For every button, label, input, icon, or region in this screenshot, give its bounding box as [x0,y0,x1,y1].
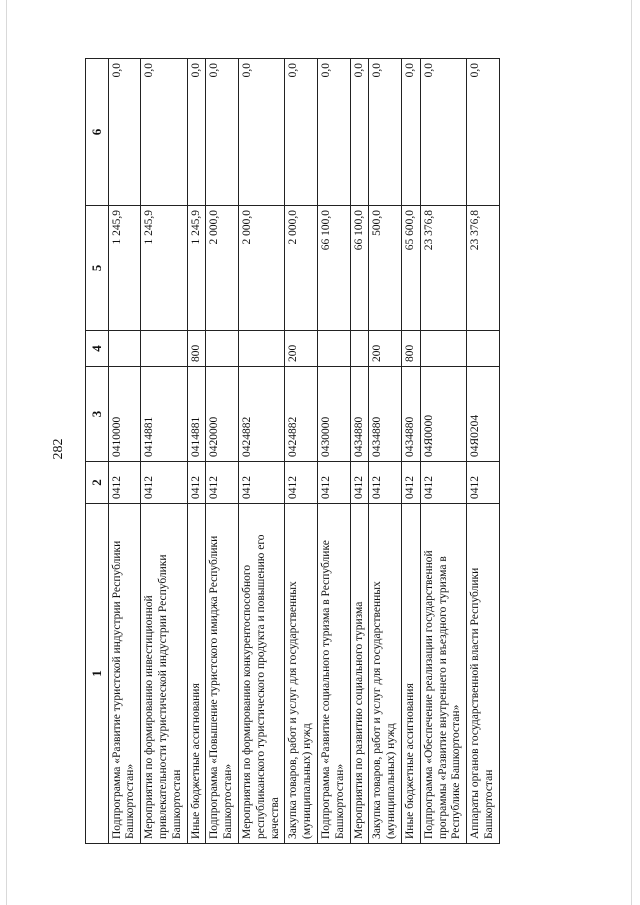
rotated-table-container [85,59,585,844]
header-cell-6: 6 [86,59,109,206]
row-sum2: 0,0 [369,59,402,206]
row-vid [141,331,187,367]
row-section: 0412 [141,462,187,504]
row-name: Мероприятия по формированию конкурентоспособного республиканского туристического продукта и повышению его качества [238,504,284,844]
row-sum2: 0,0 [206,59,239,206]
row-name: Аппараты органов государственной власти Республики Башкортостан [467,504,500,844]
header-cell-1: 1 [86,504,109,844]
row-sum2: 0,0 [401,59,420,206]
row-vid [108,331,141,367]
row-name: Иные бюджетные ассигнования [401,504,420,844]
row-sum: 500,0 [369,206,402,331]
row-section: 0412 [369,462,402,504]
row-vid: 800 [187,331,206,367]
table-row [467,59,500,844]
row-section: 0412 [467,462,500,504]
table-body [108,59,499,844]
row-name: Подпрограмма «Развитие туристской индустрии Республики Башкортостан» [108,504,141,844]
row-target: 0434880 [350,367,369,462]
row-section: 0412 [108,462,141,504]
row-vid [350,331,369,367]
row-sum2: 0,0 [317,59,350,206]
table-row [350,59,369,844]
row-vid [420,331,466,367]
row-vid [238,331,284,367]
row-name: Иные бюджетные ассигнования [187,504,206,844]
row-target: 0430000 [317,367,350,462]
row-sum2: 0,0 [187,59,206,206]
row-vid [467,331,500,367]
row-vid: 800 [401,331,420,367]
row-section: 0412 [238,462,284,504]
table-row [238,59,284,844]
table-wrapper [85,59,585,844]
row-vid [317,331,350,367]
table-row [141,59,187,844]
row-section: 0412 [187,462,206,504]
row-name: Закупка товаров, работ и услуг для государственных (муниципальных) нужд [285,504,318,844]
row-name: Подпрограмма «Обеспечение реализации государственной программы «Развитие внутреннего и въездного туризма в Республике Башкортостан» [420,504,466,844]
row-sum: 23 376,8 [420,206,466,331]
row-target: 0424882 [238,367,284,462]
row-target: 0414881 [187,367,206,462]
row-sum2: 0,0 [108,59,141,206]
row-vid: 200 [369,331,402,367]
table-row [285,59,318,844]
row-section: 0412 [401,462,420,504]
page-number: 282 [51,438,66,460]
table-row [420,59,466,844]
header-cell-4: 4 [86,331,109,367]
row-section: 0412 [420,462,466,504]
header-row [86,59,109,844]
budget-table [85,58,500,844]
table-row [317,59,350,844]
header-cell-2: 2 [86,462,109,504]
row-sum: 23 376,8 [467,206,500,331]
row-section: 0412 [317,462,350,504]
row-target: 0434880 [369,367,402,462]
row-sum: 1 245,9 [187,206,206,331]
row-name: Мероприятия по развитию социального туризма [350,504,369,844]
scan-edge-left [6,0,7,905]
row-sum: 65 600,0 [401,206,420,331]
row-sum: 2 000,0 [206,206,239,331]
row-sum: 1 245,9 [108,206,141,331]
row-target: 0414881 [141,367,187,462]
row-section: 0412 [206,462,239,504]
row-target: 0420000 [206,367,239,462]
table-row [108,59,141,844]
header-cell-3: 3 [86,367,109,462]
table-row [187,59,206,844]
row-name: Мероприятия по формированию инвестиционной привлекательности туристической индустрии Республики Башкортостан [141,504,187,844]
row-target: 04Я0000 [420,367,466,462]
scan-edge-right [631,0,632,905]
row-name: Подпрограмма «Развитие социального туризма в Республике Башкортостан» [317,504,350,844]
row-target: 0410000 [108,367,141,462]
row-sum2: 0,0 [350,59,369,206]
row-sum: 66 100,0 [350,206,369,331]
row-sum2: 0,0 [420,59,466,206]
row-sum2: 0,0 [238,59,284,206]
row-section: 0412 [350,462,369,504]
row-sum2: 0,0 [467,59,500,206]
header-cell-5: 5 [86,206,109,331]
table-row [401,59,420,844]
row-name: Закупка товаров, работ и услуг для государственных (муниципальных) нужд [369,504,402,844]
row-sum2: 0,0 [285,59,318,206]
table-row [369,59,402,844]
row-sum: 2 000,0 [285,206,318,331]
table-row [206,59,239,844]
row-sum: 2 000,0 [238,206,284,331]
row-vid: 200 [285,331,318,367]
row-target: 04Я0204 [467,367,500,462]
row-target: 0424882 [285,367,318,462]
row-sum: 1 245,9 [141,206,187,331]
row-vid [206,331,239,367]
row-sum: 66 100,0 [317,206,350,331]
row-section: 0412 [285,462,318,504]
row-target: 0434880 [401,367,420,462]
row-name: Подпрограмма «Повышение туристского имиджа Республики Башкортостан» [206,504,239,844]
row-sum2: 0,0 [141,59,187,206]
